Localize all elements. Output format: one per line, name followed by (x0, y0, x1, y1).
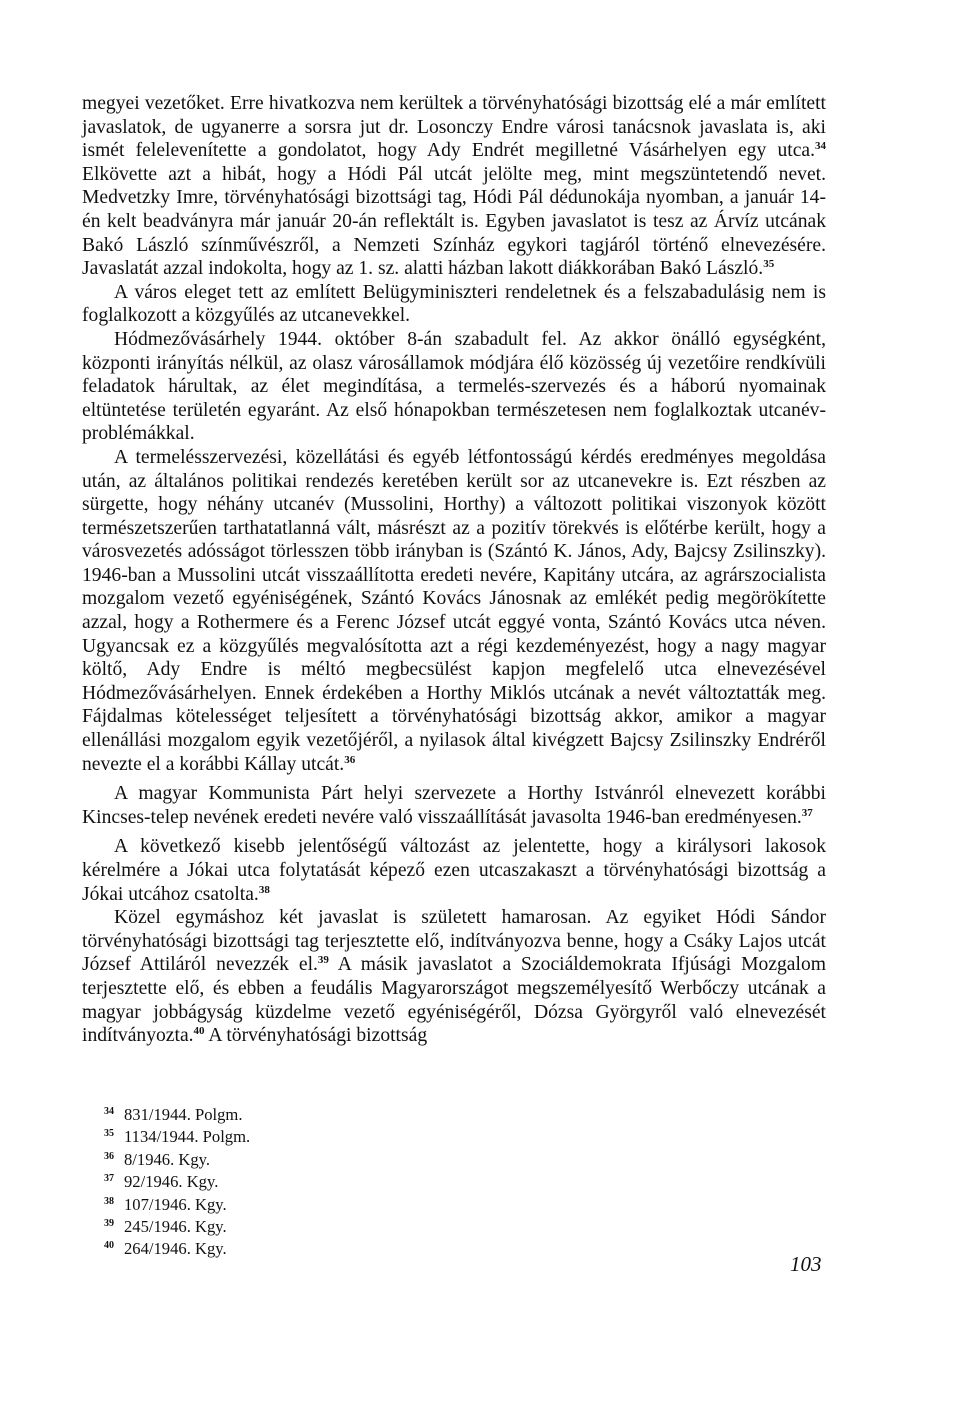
footnote (104, 1236, 250, 1258)
footnote-text: 245/1946. Kgy. (124, 1217, 227, 1237)
footnote (104, 1169, 250, 1191)
paragraph-6 (82, 835, 826, 906)
paragraph-7 (82, 906, 826, 1048)
paragraph-5-text: A magyar Kommunista Párt helyi szervezete a Horthy Istvánról elnevezett korábbi Kincses-telep nevének eredeti nevére való visszaállítását javasolta 1946-ban eredményesen. (82, 783, 826, 828)
footnote-ref-35: 35 (763, 258, 775, 271)
paragraph-2 (82, 281, 826, 328)
paragraph-3-text: Hódmezővásárhely 1944. október 8-án szabadult fel. Az akkor önálló egységként, központi irányítás nélkül, az olasz városállamok módjára élő közösség új vezetőire rendkívüli feladatok hárultak, az élet megindítása, a termelés-szervezés és a háború nyomainak eltüntetése területén egyaránt. Az első hónapokban természetesen nem foglalkoztak utcanév-problémákkal. (82, 328, 826, 445)
paragraph-1-text-b: Elkövette azt a hibát, hogy a Hódi Pál utcát jelölte meg, mint megszüntetendő nevet. Medvetzky Imre, törvényhatósági bizottsági tag, Hódi Pál dédunokája nyomban, a január 14-én kelt beadványra már január 20-án reflektált is. Egyben javaslatot is tesz az Árvíz utcának Bakó László színművészről, a Nemzeti Színház egykori tagjáról történő elnevezésére. Javaslatát azzal indokolta, hogy az 1. sz. alatti házban lakott diákkorában Bakó László. (82, 163, 826, 280)
footnote-ref-36: 36 (344, 753, 356, 766)
footnotes (104, 1102, 250, 1259)
paragraph-1-text-a: megyei vezetőket. Erre hivatkozva nem kerültek a törvényhatósági bizottság elé a már említett javaslatok, de ugyanerre a sorsra jut dr. Losonczy Endre városi tanácsnok javaslata is, aki ismét felelevenítette a gondolatot, hogy Ady Endrét megilletné Vásárhelyen egy utca. (82, 93, 826, 162)
footnote (104, 1102, 250, 1124)
paragraph-7-text-b: A másik javaslatot a Szociáldemokrata Ifjúsági Mozgalom terjesztette elő, és ebben a feudális Magyarországot megszemélyesítő Werbőczy utcának a magyar jobbágyság küzdelme vezető egyéniségéről, Dózsa Györgyről való elnevezését indítványozta. (82, 954, 826, 1047)
paragraph-4-text: A termelésszervezési, közellátási és egyéb létfontosságú kérdés eredményes megoldása után, az általános politikai rendezés keretében került sor az utcanevekre is. Ezt részben az sürgette, hogy néhány utcanév (Mussolini, Horthy) a változott politikai viszonyok között természetszerűen tarthatatlanná vált, másrészt az a pozitív törekvés is előtérbe került, hogy a városvezetés adósságot törlesszen több irányban is (Szántó K. János, Ady, Bajcsy Zsilinszky). 1946-ban a Mussolini utcát visszaállította eredeti nevére, Kapitány utcára, az agrárszocialista mozgalom vezető egyéniségének, Szántó Kovács Jánosnak az emlékét pedig megörökítette azzal, hogy a Rothermere és a Ferenc József utcát eggyé vonta, Szántó Kovács utca néven. Ugyancsak ez a közgyűlés megvalósította azt a régi kezdeményezést, hogy a nagy magyar költő, Ady Endre is méltó megbecsülést kapjon megfelelő utca elnevezésével Hódmezővásárhelyen. Ennek érdekében a Horthy Miklós utcának a nevét változtatták meg. Fájdalmas kötelességet teljesített a törvényhatósági bizottság akkor, amikor a magyar ellenállási mozgalom egyik vezetőjéről, a nyilasok által kivégzett Bajcsy Zsilinszky Endréről nevezte el a korábbi Kállay utcát. (82, 446, 826, 775)
body-text (82, 92, 826, 1048)
footnote-ref-40: 40 (193, 1025, 205, 1038)
paragraph-6-text: A következő kisebb jelentőségű változást az jelentette, hogy a királysori lakosok kérelmére a Jókai utca folytatását képező ezen utcaszakaszt a törvényhatósági bizottság a Jókai utcához csatolta. (82, 836, 826, 905)
footnote-ref-38: 38 (258, 883, 270, 896)
footnote-text: 107/1946. Kgy. (124, 1194, 227, 1214)
paragraph-4 (82, 446, 826, 776)
footnote (104, 1192, 250, 1214)
paragraph-5 (82, 782, 826, 829)
footnote-text: 8/1946. Kgy. (124, 1149, 211, 1169)
footnote-number: 36 (104, 1150, 114, 1162)
footnote-ref-34: 34 (815, 140, 826, 153)
paragraph-7-text-c: A törvényhatósági bizottság (204, 1025, 428, 1047)
footnote-text: 92/1946. Kgy. (124, 1172, 219, 1192)
paragraph-3 (82, 328, 826, 446)
footnote-ref-37: 37 (801, 806, 813, 819)
footnote (104, 1124, 250, 1146)
footnote-number: 38 (104, 1195, 114, 1207)
footnote-number: 39 (104, 1218, 114, 1230)
footnote (104, 1214, 250, 1236)
paragraph-1 (82, 92, 826, 281)
footnote-text: 1134/1944. Polgm. (124, 1127, 251, 1147)
footnote-number: 35 (104, 1128, 114, 1140)
footnote-number: 34 (104, 1106, 114, 1117)
footnote-number: 40 (104, 1240, 114, 1252)
paragraph-2-text: A város eleget tett az említett Belügyminiszteri rendeletnek és a felszabadulásig nem is foglalkozott a közgyűlés az utcanevekkel. (82, 281, 826, 327)
page-number: 103 (790, 1252, 822, 1276)
footnote-text: 264/1946. Kgy. (124, 1239, 227, 1259)
footnote-number: 37 (104, 1173, 114, 1185)
footnote-ref-39: 39 (317, 954, 329, 967)
paragraph-7-text-a: Közel egymáshoz két javaslat is született hamarosan. Az egyiket Hódi Sándor törvényhatósági bizottsági tag terjesztette elő, indítványozva benne, hogy a Csáky Lajos utcát József Attiláról nevezzék el. (82, 907, 826, 976)
footnote (104, 1147, 250, 1169)
footnote-text: 831/1944. Polgm. (124, 1105, 243, 1124)
